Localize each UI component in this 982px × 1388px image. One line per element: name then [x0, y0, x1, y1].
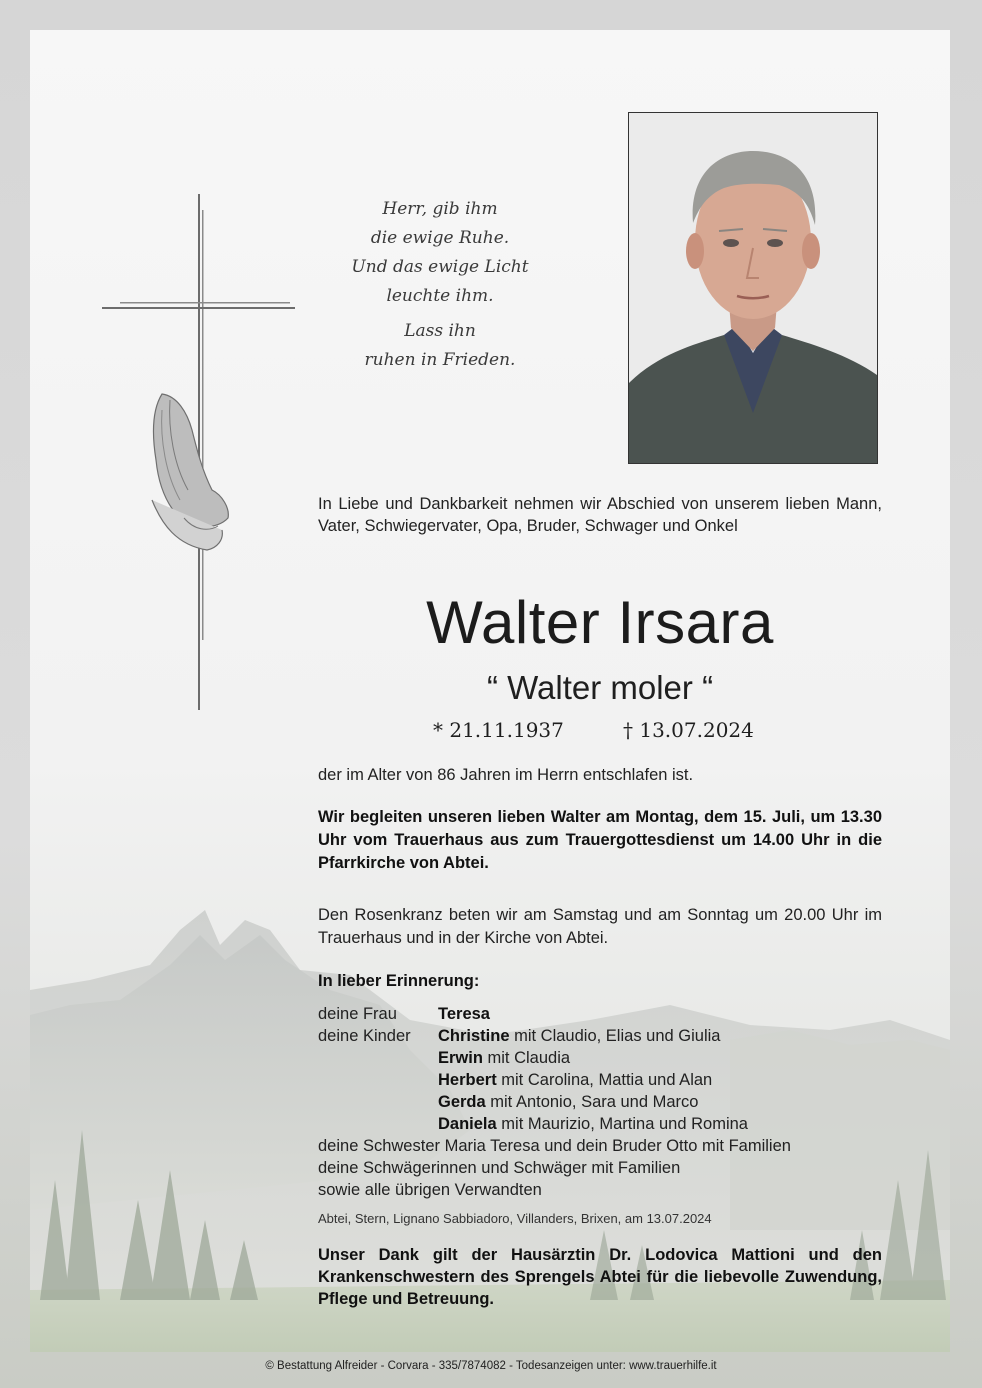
family-row: [318, 1025, 882, 1047]
nickname: “ Walter moler “: [486, 669, 714, 706]
portrait-photo: [628, 112, 878, 464]
place-and-date: Abtei, Stern, Lignano Sabbiadoro, Villanders, Brixen, am 13.07.2024: [318, 1211, 712, 1226]
family-member-name: Daniela: [438, 1115, 497, 1133]
birth-date: * 21.11.1937: [433, 718, 564, 742]
family-member-name: Teresa: [438, 1005, 490, 1023]
age-text: der im Alter von 86 Jahren im Herrn entschlafen ist.: [318, 766, 694, 784]
family-member-rest: mit Claudia: [482, 1049, 571, 1067]
poem-line: Und das ewige Licht: [351, 257, 529, 277]
intro-text: In Liebe und Dankbarkeit nehmen wir Abschied von unserem lieben Mann, Vater, Schwiegervater, Opa, Bruder, Schwager und Onkel: [318, 495, 882, 535]
footer-credit: © Bestattung Alfreider - Corvara - 335/7874082 - Todesanzeigen unter: www.trauerhilfe.it: [265, 1360, 717, 1372]
family-member-name: Gerda: [438, 1093, 486, 1111]
poem-line: leuchte ihm.: [386, 286, 494, 306]
memory-heading: In lieber Erinnerung:: [318, 972, 480, 990]
other-relatives-line: deine Schwester Maria Teresa und dein Bruder Otto mit Familien: [318, 1137, 791, 1155]
rosary-info: Den Rosenkranz beten wir am Samstag und am Sonntag um 20.00 Uhr im Trauerhaus und in der Kirche von Abtei.: [318, 906, 882, 947]
family-member-rest: mit Claudio, Elias und Giulia: [509, 1027, 721, 1045]
poem-line: ruhen in Frieden.: [364, 350, 516, 370]
poem-line: Lass ihn: [404, 321, 476, 341]
family-member-rest: mit Antonio, Sara und Marco: [485, 1093, 699, 1111]
family-member-name: Erwin: [438, 1049, 483, 1067]
obituary-card: [30, 30, 950, 1352]
other-relatives: [318, 1135, 882, 1201]
family-relation: deine Frau: [318, 1005, 397, 1023]
family-row: [318, 1003, 882, 1025]
family-relation: deine Kinder: [318, 1027, 411, 1045]
family-member-rest: mit Carolina, Mattia und Alan: [496, 1071, 713, 1089]
family-member-name: Christine: [438, 1027, 510, 1045]
life-dates: [433, 715, 853, 745]
family-member-name: Herbert: [438, 1071, 497, 1089]
poem-line: Herr, gib ihm: [382, 199, 498, 219]
death-date: † 13.07.2024: [623, 718, 754, 742]
deceased-name: Walter Irsara: [426, 589, 774, 656]
other-relatives-line: deine Schwägerinnen und Schwäger mit Familien: [318, 1159, 681, 1177]
poem-line: die ewige Ruhe.: [370, 228, 510, 248]
family-member-rest: mit Maurizio, Martina und Romina: [496, 1115, 748, 1133]
funeral-info: Wir begleiten unseren lieben Walter am Montag, dem 15. Juli, um 13.30 Uhr vom Trauerhaus aus zum Trauergottesdienst um 14.00 Uhr in die Pfarrkirche von Abtei.: [318, 808, 882, 872]
family-list: [318, 1003, 882, 1201]
family-row: [318, 1047, 882, 1069]
other-relatives-line: sowie alle übrigen Verwandten: [318, 1181, 542, 1199]
praying-hands-icon: [122, 390, 232, 560]
thanks-text: Unser Dank gilt der Hausärztin Dr. Lodovica Mattioni und den Krankenschwestern des Sprengels Abtei für die liebevolle Zuwendung, Pflege und Betreuung.: [318, 1246, 882, 1308]
poem: [310, 195, 570, 375]
family-row: [318, 1091, 882, 1113]
family-row: [318, 1069, 882, 1091]
family-row: [318, 1113, 882, 1135]
